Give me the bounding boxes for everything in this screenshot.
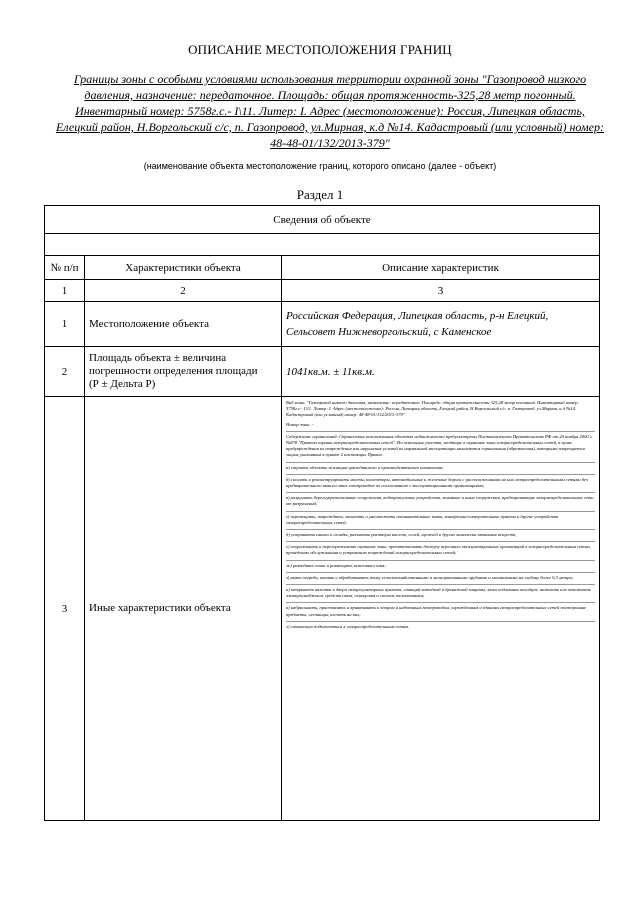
- restriction-paragraph: Номер зоны: -: [286, 421, 314, 427]
- lead-line: Инвентарный номер: 5758г.с.- I\11. Литер: I. Адрес (местоположение): Россия, Липецкая область,: [75, 104, 585, 118]
- restriction-paragraph: б) сносить и реконструировать мосты, коллекторы, автомобильные и железные дороги с расположенными на них газораспределительными сетями без предварительного выноса этих газопроводов по согласованию с эксплуатационными организациями;: [286, 474, 595, 489]
- table-row: [45, 397, 600, 821]
- lead-line: Елецкий район, Н.Воргольский с/с, п. Газопровод, ул.Мирная, к.д №14. Кадастровый (или условный) номер:: [56, 120, 604, 134]
- table-row: [45, 347, 600, 397]
- row-number: 2: [45, 347, 85, 397]
- table-title: Сведения об объекте: [45, 206, 600, 234]
- restriction-paragraph: а) строить объекты жилищно-гражданского и производственного назначения;: [286, 462, 595, 471]
- location-line: Сельсовет Нижневоргольский, с Каменское: [286, 326, 492, 338]
- row-characteristic: [85, 347, 282, 397]
- page-title: ОПИСАНИЕ МЕСТОПОЛОЖЕНИЯ ГРАНИЦ: [188, 42, 452, 57]
- area-label-line: (Р ± Дельта Р): [89, 378, 156, 390]
- object-info-table: [44, 205, 600, 821]
- row-characteristic: Иные характеристики объекта: [85, 397, 282, 821]
- col-number: 3: [282, 280, 600, 302]
- table-row: [45, 302, 600, 347]
- table-column-number-row: [45, 280, 600, 302]
- restriction-paragraph: г) перемещать, повреждать, засыпать и уничтожать опознавательные знаки, контрольно-измерительные пункты и другие устройства газораспределительных сетей;: [286, 511, 595, 526]
- section-title: Раздел 1: [296, 187, 344, 202]
- row-description: [282, 302, 600, 347]
- restriction-paragraph: д) устраивать свалки и склады, разливать растворы кислот, солей, щелочей и других химически активных веществ;: [286, 529, 595, 538]
- lead-line: Границы зоны с особыми условиями использования территории охранной зоны "Газопровод низкого: [73, 72, 587, 86]
- restriction-paragraph: л) самовольно подключаться к газораспределительным сетям.: [286, 621, 595, 630]
- restriction-paragraph: Вид зоны: "Газопровод низкого давления, назначение: передаточное. Площадь: общая протяженность-325,28 метр погонный. Инвентарный номер: 5758г.с.- I\11. Литер: I. Адрес (местоположение): Россия, Липецкая область, Елецкий район, Н.Воргольский с/с, п. Газопровод, ул.Мирная, к.д №14. Кадастровый (или условный) номер: 48-48-01/132/2013-379": [286, 400, 579, 418]
- col-number: 2: [85, 280, 282, 302]
- area-label-line: погрешности определения площади: [89, 365, 258, 377]
- table-header-row: [45, 256, 600, 280]
- col-number: 1: [45, 280, 85, 302]
- row-number: 1: [45, 302, 85, 347]
- lead-line: давления, назначение: передаточное. Площадь: общая протяженность-325,28 метр погонный.: [84, 88, 576, 102]
- row-description: 1041кв.м. ± 11кв.м.: [282, 347, 600, 397]
- restriction-paragraph: з) рыть погреба, копать и обрабатывать почву сельскохозяйственными и мелиоративными орудиями и механизмами на глубину более 0,3 метра;: [286, 572, 595, 581]
- header-characteristic: Характеристики объекта: [85, 256, 282, 280]
- restriction-paragraph: е) огораживать и перегораживать охранные зоны, препятствовать доступу персонала эксплуатационных организаций к газораспределительным сетям, проведению обслуживания и устранению повреждений газораспределительных сетей;: [286, 541, 595, 556]
- restriction-paragraph: ж) разводить огонь и размещать источники огня;: [286, 560, 595, 569]
- restriction-paragraph: и) открывать калитки и двери газорегуляторных пунктов, станций катодной и дренажной защиты, люки подземных колодцев, включать или отключать электроснабжение средств связи, освещения и систем телемеханики;: [286, 584, 595, 599]
- restriction-paragraph: Содержание ограничений: Ограничения использования объектов недвижимости предусмотрены Постановлением Правительства РФ от 20 ноября 2000 г. №878 "Правила охраны газораспределительных сетей". На земельные участки, входящие в охранные зоны газораспределительных сетей, в целях предупреждения их повреждения или нарушения условий их нормальной эксплуатации налагаются ограничения (обременения), которыми запрещается лицам, указанным в пункте 2 настоящих Правил:: [286, 431, 595, 459]
- area-label-line: Площадь объекта ± величина: [89, 352, 227, 364]
- object-description-caption: (наименование объекта местоположение границ, которого описано (далее - объект): [143, 161, 497, 171]
- row-characteristic: Местоположение объекта: [85, 302, 282, 347]
- row-number: 3: [45, 397, 85, 821]
- restriction-paragraph: к) набрасывать, приставлять и привязывать к опорам и надземным газопроводам, ограждениям и зданиям газораспределительных сетей посторонние предметы, лестницы, влезать на них;: [286, 602, 595, 617]
- header-num: № п/п: [45, 256, 85, 280]
- header-description: Описание характеристик: [282, 256, 600, 280]
- location-line: Российская Федерация, Липецкая область, р-н Елецкий,: [286, 310, 549, 322]
- table-spacer-row: [45, 234, 600, 256]
- row-description-restrictions: [282, 397, 600, 821]
- lead-line: 48-48-01/132/2013-379": [270, 136, 390, 150]
- restriction-paragraph: в) разрушать берегоукрепительные сооружения, водопропускные устройства, земляные и иные сооружения, предохраняющие газораспределительные сети от разрушений;: [286, 492, 595, 507]
- object-description: [56, 71, 604, 151]
